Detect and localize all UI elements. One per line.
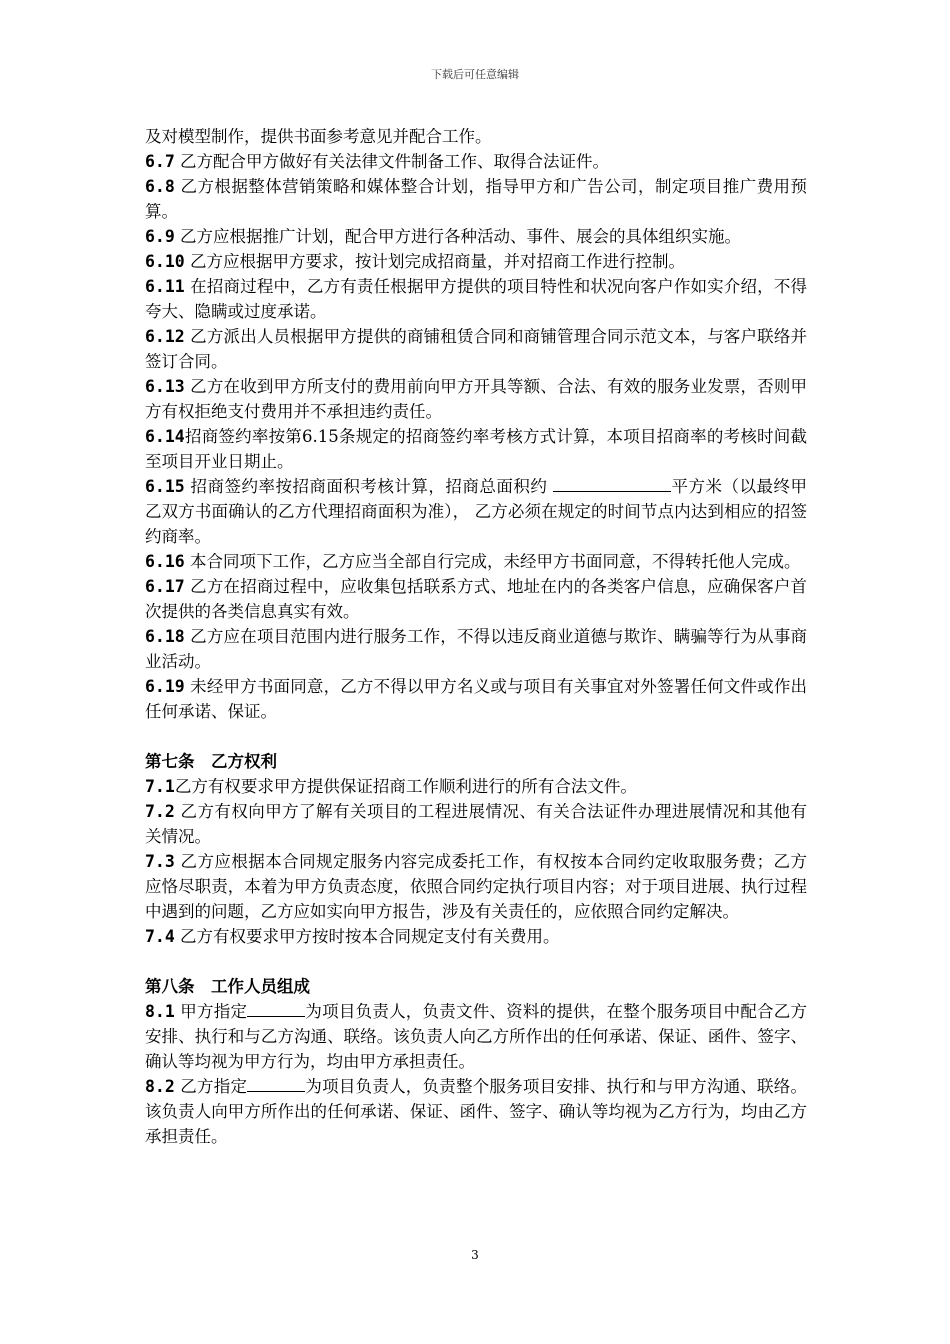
clause-6-7	[145, 149, 807, 174]
clause-6-10	[145, 249, 807, 274]
clause-text: 乙方在招商过程中，应收集包括联系方式、地址在内的各类客户信息，应确保客户首次提供的各类信息真实有效。	[145, 577, 807, 621]
clause-number: 6.10	[145, 252, 185, 271]
paragraph-text: 及对模型制作，提供书面参考意见并配合工作。	[145, 127, 492, 146]
clause-number: 6.15	[145, 477, 185, 496]
clause-text: 乙方根据整体营销策略和媒体整合计划，指导甲方和广告公司，制定项目推广费用预算。	[145, 177, 807, 221]
clause-text: 未经甲方书面同意，乙方不得以甲方名义或与项目有关事宜对外签署任何文件或作出任何承诺、保证。	[145, 677, 807, 721]
paragraph-continued	[145, 124, 807, 149]
clause-number: 6.9	[145, 227, 175, 246]
clause-8-2	[145, 1074, 807, 1149]
clause-7-4	[145, 924, 807, 949]
clause-number: 6.13	[145, 377, 185, 396]
clause-7-1	[145, 774, 807, 799]
page-number: 3	[471, 1248, 479, 1262]
clause-number: 6.7	[145, 152, 175, 171]
clause-6-15	[145, 474, 807, 549]
clause-6-11	[145, 274, 807, 324]
section-spacer	[145, 949, 807, 974]
clause-text: 乙方应根据本合同规定服务内容完成委托工作，有权按本合同约定收取服务费；乙方应恪尽职责，本着为甲方负责态度，依照合同约定执行项目内容；对于项目进展、执行过程中遇到的问题，乙方应如实向甲方报告，涉及有关责任的，应依照合同约定解决。	[145, 852, 807, 921]
clause-number: 6.12	[145, 327, 185, 346]
fill-in-blank	[553, 474, 671, 492]
clause-7-2	[145, 799, 807, 849]
clause-6-18	[145, 624, 807, 674]
clause-text: 乙方应根据甲方要求，按计划完成招商量，并对招商工作进行控制。	[184, 252, 685, 271]
section-spacer	[145, 724, 807, 749]
clause-6-14	[145, 424, 807, 474]
clause-text: 乙方有权向甲方了解有关项目的工程进展情况、有关合法证件办理进展情况和其他有关情况。	[145, 802, 807, 846]
clause-text: 乙方有权要求甲方按时按本合同规定支付有关费用。	[174, 927, 560, 946]
clause-6-19	[145, 674, 807, 724]
clause-number: 7.4	[145, 927, 175, 946]
clause-text: 乙方应在项目范围内进行服务工作，不得以违反商业道德与欺诈、瞒骗等行为从事商业活动。	[145, 627, 807, 671]
clause-7-3	[145, 849, 807, 924]
clause-text: 本合同项下工作，乙方应当全部自行完成，未经甲方书面同意，不得转托他人完成。	[184, 552, 801, 571]
clause-text: 乙方派出人员根据甲方提供的商铺租赁合同和商铺管理合同示范文本，与客户联络并签订合同。	[145, 327, 807, 371]
clause-number: 6.18	[145, 627, 185, 646]
clause-number: 6.16	[145, 552, 185, 571]
clause-number: 6.19	[145, 677, 185, 696]
clause-6-8	[145, 174, 807, 224]
clause-number: 8.2	[145, 1077, 175, 1096]
clause-6-16	[145, 549, 807, 574]
clause-text: 招商签约率按第6.15条规定的招商签约率考核方式计算，本项目招商率的考核时间截至项目开业日期止。	[145, 427, 807, 471]
clause-text: 乙方指定	[174, 1077, 248, 1096]
page-header: 下载后可任意编辑	[431, 68, 519, 81]
clause-text: 乙方应根据推广计划，配合甲方进行各种活动、事件、展会的具体组织实施。	[174, 227, 742, 246]
clause-text: 为项目负责人，负责文件、资料的提供，在整个服务项目中配合乙方安排、执行和与乙方沟通、联络。该负责人向乙方所作出的任何承诺、保证、函件、签字、确认等均视为甲方行为，均由甲方承担责任。	[145, 1002, 808, 1071]
section-heading-7: 第七条 乙方权利	[145, 752, 277, 771]
clause-text: 乙方配合甲方做好有关法律文件制备工作、取得合法证件。	[174, 152, 610, 171]
clause-6-17	[145, 574, 807, 624]
clause-number: 6.17	[145, 577, 185, 596]
clause-number: 7.2	[145, 802, 175, 821]
clause-8-1	[145, 999, 807, 1074]
fill-in-blank	[247, 1074, 305, 1092]
section-heading-8: 第八条 工作人员组成	[145, 977, 310, 996]
clause-text: 为项目负责人，负责整个服务项目安排、执行和与甲方沟通、联络。该负责人向甲方所作出的任何承诺、保证、函件、签字、确认等均视为乙方行为，均由乙方承担责任。	[145, 1077, 808, 1146]
clause-6-13	[145, 374, 807, 424]
clause-6-9	[145, 224, 807, 249]
clause-number: 7.1	[145, 777, 175, 796]
clause-number: 6.14	[145, 427, 185, 446]
clause-text: 甲方指定	[174, 1002, 248, 1021]
clause-text: 乙方有权要求甲方提供保证招商工作顺利进行的所有合法文件。	[174, 777, 637, 796]
clause-number: 8.1	[145, 1002, 175, 1021]
clause-number: 6.11	[145, 277, 185, 296]
clause-text: 招商签约率按招商面积考核计算，招商总面积约	[184, 477, 554, 496]
clause-text: 在招商过程中，乙方有责任根据甲方提供的项目特性和状况向客户作如实介绍，不得夸大、隐瞒或过度承诺。	[145, 277, 807, 321]
clause-number: 7.3	[145, 852, 175, 871]
fill-in-blank	[247, 999, 305, 1017]
clause-text: 平方米（以最终甲乙双方书面确认的乙方代理招商面积为准）， 乙方必须在规定的时间节点内达到相应的招签约商率。	[145, 477, 807, 546]
document-body	[145, 124, 807, 1149]
clause-text: 乙方在收到甲方所支付的费用前向甲方开具等额、合法、有效的服务业发票，否则甲方有权拒绝支付费用并不承担违约责任。	[145, 377, 807, 421]
clause-number: 6.8	[145, 177, 175, 196]
clause-6-12	[145, 324, 807, 374]
